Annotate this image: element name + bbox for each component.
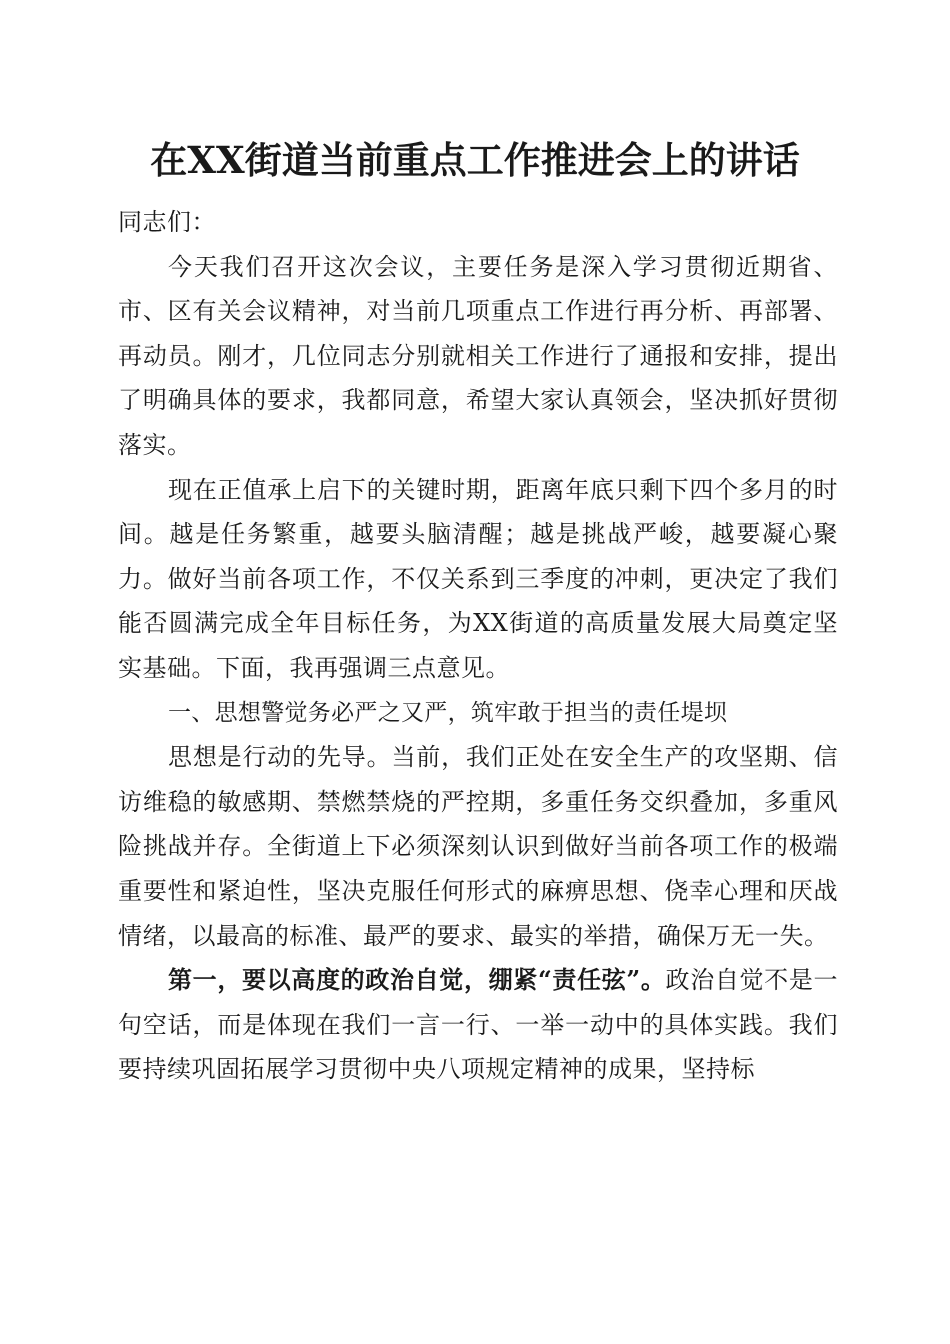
document-title: 在XX街道当前重点工作推进会上的讲话 bbox=[150, 138, 800, 182]
point-1-lead: 第一，要以高度的政治自觉，绷紧“责任弦”。 bbox=[168, 965, 666, 995]
paragraph-opening: 今天我们召开这次会议，主要任务是深入学习贯彻近期省、市、区有关会议精神，对当前几项重点工作进行再分析、再部署、再动员。刚才，几位同志分别就相关工作进行了通报和安排，提出了明确具体的要求，我都同意，希望大家认真领会，坚决抓好贯彻落实。 bbox=[118, 252, 838, 459]
salutation: 同志们： bbox=[118, 208, 216, 236]
paragraph-point-1 bbox=[118, 958, 838, 1092]
document-body bbox=[118, 200, 838, 1092]
point-1-body: 政治自觉不是一句空话，而是体现在我们一言一行、一举一动中的具体实践。我们要持续巩固拓展学习贯彻中央八项规定精神的成果，坚持标 bbox=[118, 966, 839, 1084]
paragraph-section-1: 思想是行动的先导。当前，我们正处在安全生产的攻坚期、信访维稳的敏感期、禁燃禁烧的严控期，多重任务交织叠加，多重风险挑战并存。全街道上下必须深刻认识到做好当前各项工作的极端重要性和紧迫性，坚决克服任何形式的麻痹思想、侥幸心理和厌战情绪，以最高的标准、最严的要求、最实的举措，确保万无一失。 bbox=[118, 743, 838, 950]
paragraph-context: 现在正值承上启下的关键时期，距离年底只剩下四个多月的时间。越是任务繁重，越要头脑清醒；越是挑战严峻，越要凝心聚力。做好当前各项工作，不仅关系到三季度的冲刺，更决定了我们能否圆满完成全年目标任务，为XX街道的高质量发展大局奠定坚实基础。下面，我再强调三点意见。 bbox=[118, 475, 838, 682]
section-heading-1: 一、思想警觉务必严之又严，筑牢敢于担当的责任堤坝 bbox=[168, 699, 728, 726]
